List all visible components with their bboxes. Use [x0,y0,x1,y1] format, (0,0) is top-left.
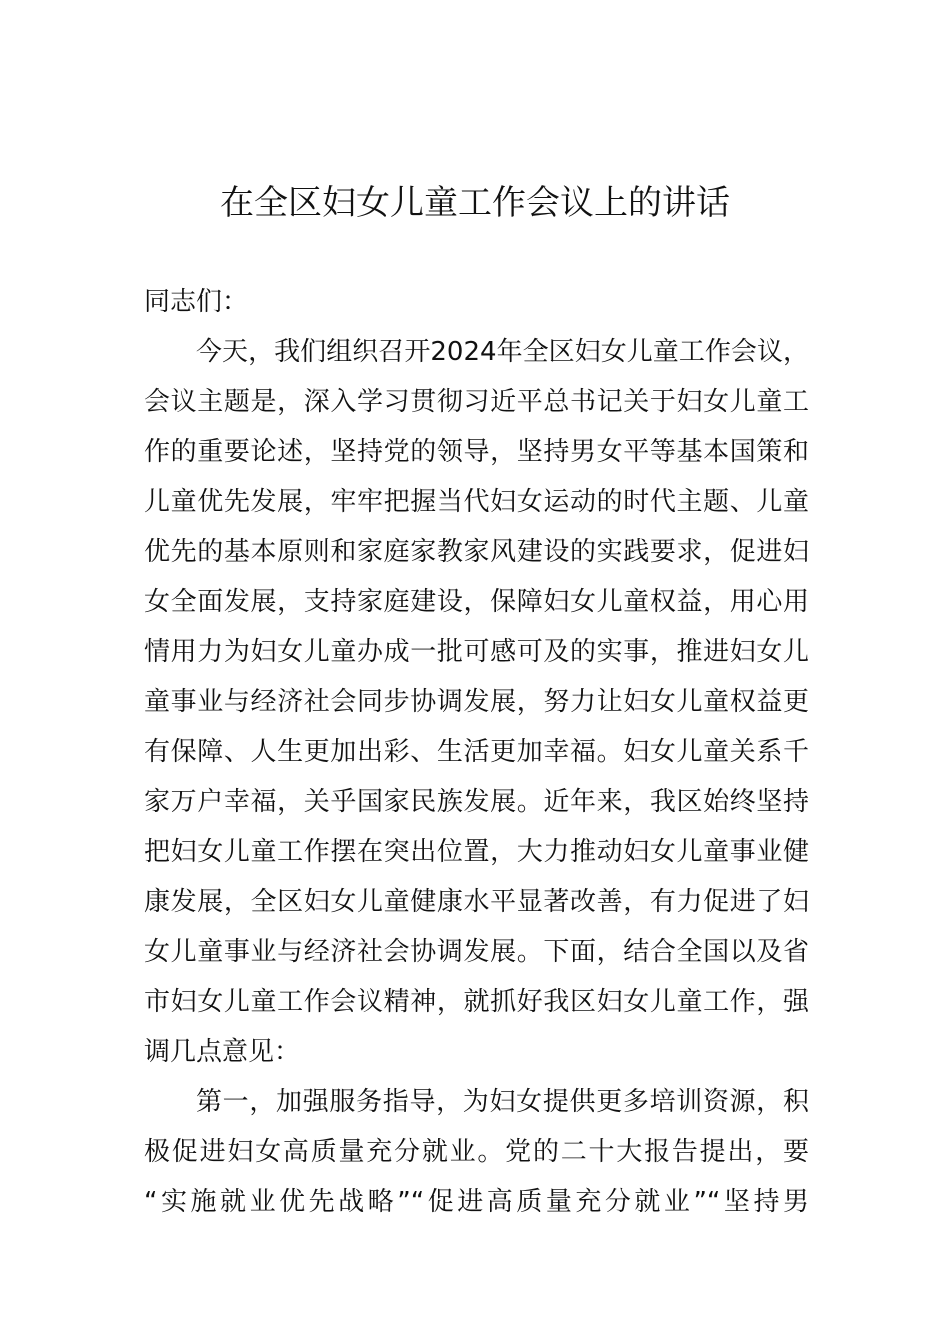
paragraph-line: 女全面发展，支持家庭建设，保障妇女儿童权益，用心用 [144,587,809,617]
paragraph-line: 童事业与经济社会同步协调发展，努力让妇女儿童权益更 [144,687,809,717]
paragraph-line: 康发展，全区妇女儿童健康水平显著改善，有力促进了妇 [144,887,809,917]
paragraph-line: 第一，加强服务指导，为妇女提供更多培训资源，积 [196,1087,809,1117]
paragraph-line: 极促进妇女高质量充分就业。党的二十大报告提出，要 [144,1137,809,1167]
paragraph-line: “实施就业优先战略”“促进高质量充分就业”“坚持男 [144,1187,809,1217]
paragraph-line: 市妇女儿童工作会议精神，就抓好我区妇女儿童工作，强 [144,987,809,1017]
paragraph-line: 今天，我们组织召开2024年全区妇女儿童工作会议， [196,337,809,367]
document-title: 在全区妇女儿童工作会议上的讲话 [220,183,730,223]
paragraph-line: 优先的基本原则和家庭家教家风建设的实践要求，促进妇 [144,537,809,567]
paragraph-line: 儿童优先发展，牢牢把握当代妇女运动的时代主题、儿童 [144,487,809,517]
paragraph-line: 有保障、人生更加出彩、生活更加幸福。妇女儿童关系千 [144,737,809,767]
paragraph-line: 作的重要论述，坚持党的领导，坚持男女平等基本国策和 [144,437,809,467]
paragraph-line: 会议主题是，深入学习贯彻习近平总书记关于妇女儿童工 [144,387,809,417]
document-body [144,277,809,1227]
paragraph-line: 调几点意见： [144,1037,301,1067]
paragraph-line: 情用力为妇女儿童办成一批可感可及的实事，推进妇女儿 [144,637,809,667]
paragraph-line: 女儿童事业与经济社会协调发展。下面，结合全国以及省 [144,937,809,967]
salutation-line: 同志们： [144,287,249,317]
paragraph-line: 把妇女儿童工作摆在突出位置，大力推动妇女儿童事业健 [144,837,809,867]
paragraph-line: 家万户幸福，关乎国家民族发展。近年来，我区始终坚持 [144,787,809,817]
